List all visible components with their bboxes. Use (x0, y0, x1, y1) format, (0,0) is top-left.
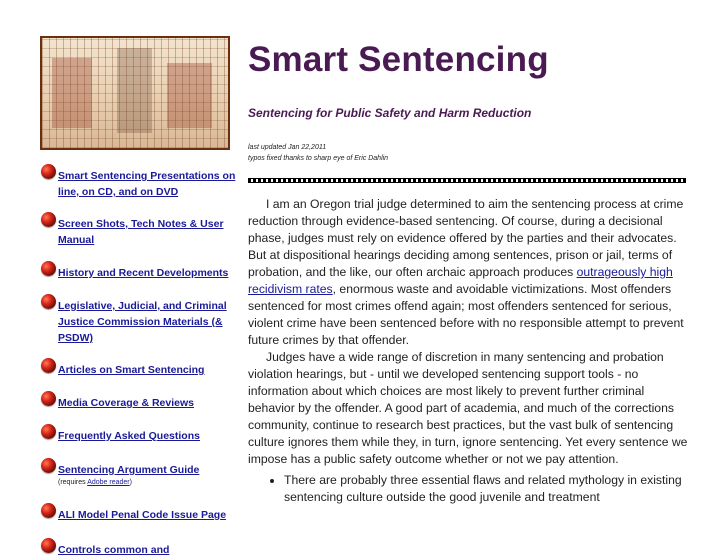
sidebar-link[interactable]: History and Recent Developments (58, 267, 229, 279)
red-ball-bullet-icon (41, 458, 56, 473)
last-updated: last updated Jan 22,2011 (248, 144, 327, 151)
sidebar-link[interactable]: Smart Sentencing Presentations on line, on CD, and on DVD (58, 170, 236, 198)
sidebar-item-controls[interactable] (40, 542, 250, 558)
sidebar-item-screenshots[interactable] (40, 216, 250, 248)
sidebar-link[interactable]: Screen Shots, Tech Notes & User Manual (58, 218, 224, 246)
red-ball-bullet-icon (41, 164, 56, 179)
sidebar-link[interactable]: ALI Model Penal Code Issue Page (58, 509, 227, 521)
sidebar-link[interactable]: Articles on Smart Sentencing (58, 364, 205, 376)
sidebar-link[interactable]: Controls common and (58, 544, 170, 556)
red-ball-bullet-icon (41, 212, 56, 227)
sidebar-link[interactable]: Sentencing Argument Guide (58, 464, 200, 476)
main-content (248, 40, 688, 504)
sidebar-item-presentations[interactable] (40, 168, 250, 200)
paragraph: Judges have a wide range of discretion in many sentencing and probation violation hearings, but - until we developed sentencing support tools - no information about which choices are most likely to prevent further criminal behavior by the offender. A good part of academia, and much of the corrections community, continue to research best practices, but the vast bulk of sentencing culture ignores them while they, in turn, ignore sentencing. Yet every sentence we impose has a public safety outcome whether or not we pay attention. (248, 350, 688, 466)
page-title: Smart Sentencing (248, 40, 549, 79)
sidebar (40, 36, 236, 556)
building-illustration (40, 36, 230, 150)
sidebar-item-argument-guide[interactable] (40, 462, 250, 488)
list-item: • There are probably three essential flaws and related mythology in existing sentencing culture outside the good juvenile and treatment (284, 472, 688, 506)
sidebar-link[interactable]: Media Coverage & Reviews (58, 397, 194, 409)
article-body (248, 196, 688, 506)
update-note (248, 142, 388, 164)
recidivism-rates-link[interactable]: outrageously high recidivism rates (248, 265, 673, 296)
red-ball-bullet-icon (41, 261, 56, 276)
flaws-list (248, 472, 688, 506)
red-ball-bullet-icon (41, 358, 56, 373)
red-ball-bullet-icon (41, 294, 56, 309)
typos-note: typos fixed thanks to sharp eye of Eric Dahlin (248, 155, 389, 162)
red-ball-bullet-icon (41, 424, 56, 439)
red-ball-bullet-icon (41, 503, 56, 518)
sidebar-item-ali-model[interactable] (40, 507, 250, 523)
paragraph (248, 196, 688, 349)
sidebar-link[interactable]: Legislative, Judicial, and Criminal Justice Commission Materials (& PSDW) (58, 300, 227, 344)
paragraph-text: I am an Oregon trial judge determined to aim the sentencing process at crime reduction through evidence-based sentencing. Of course, during a decisional phase, judges must rely on evidence offered by the parties and their advocates. But at dispositional hearings deciding among sentences, prison or jail, terms of probation, and the like, our often archaic approach produces (248, 197, 684, 279)
requires-note (58, 478, 250, 488)
sidebar-item-media[interactable] (40, 395, 250, 411)
sidebar-item-history[interactable] (40, 265, 250, 281)
paragraph-text: , enormous waste and avoidable victimizations. Most offenders sentenced for most crimes offend again; most offenders sentenced for serious, violent crime have been sentenced before with no responsible attempt to prevent future crimes by that offender. (248, 282, 684, 347)
sidebar-item-faq[interactable] (40, 428, 250, 444)
note-text: (requires (58, 479, 88, 486)
dotted-divider (248, 178, 686, 183)
sidebar-item-articles[interactable] (40, 362, 250, 378)
page-subtitle: Sentencing for Public Safety and Harm Reduction (248, 106, 532, 120)
red-ball-bullet-icon (41, 538, 56, 553)
note-text: ) (129, 479, 132, 486)
adobe-reader-link[interactable]: Adobe reader (87, 479, 130, 486)
red-ball-bullet-icon (41, 391, 56, 406)
sidebar-item-legislative[interactable] (40, 298, 250, 346)
sidebar-link[interactable]: Frequently Asked Questions (58, 430, 200, 442)
